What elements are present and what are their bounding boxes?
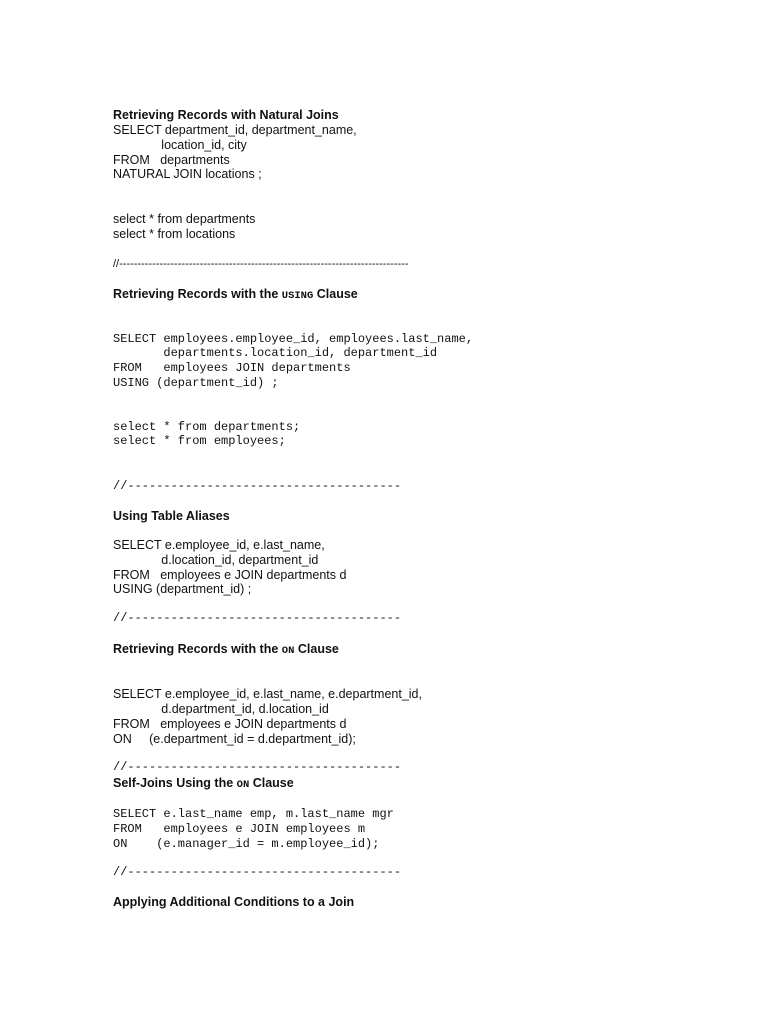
code-line: SELECT employees.employee_id, employees.last_name, — [113, 332, 474, 346]
code-line: FROM employees e JOIN employees m — [113, 822, 366, 836]
code-line: USING (department_id) ; — [113, 376, 279, 390]
code-line: d.department_id, d.location_id — [137, 702, 329, 716]
heading-keyword: ON — [281, 645, 295, 657]
code-line: NATURAL JOIN locations ; — [113, 167, 262, 181]
heading-text: Clause — [294, 642, 339, 656]
code-line: select * from departments — [113, 212, 256, 226]
code-line: select * from departments; — [113, 420, 301, 434]
code-line: FROM departments — [113, 153, 230, 167]
heading-text: Retrieving Records with the — [113, 287, 282, 301]
heading-text: Self-Joins Using the — [113, 776, 237, 790]
heading-text: Retrieving Records with the — [113, 642, 282, 656]
heading-text: Clause — [313, 287, 358, 301]
section-heading-table-aliases: Using Table Aliases — [113, 509, 230, 523]
code-line: SELECT e.employee_id, e.last_name, e.department_id, — [113, 687, 422, 701]
code-line: FROM employees e JOIN departments d — [113, 717, 347, 731]
code-line: departments.location_id, department_id — [113, 346, 438, 360]
heading-keyword: ON — [236, 779, 250, 791]
divider-line: //-------------------------------------- — [113, 865, 402, 879]
section-heading-natural-joins: Retrieving Records with Natural Joins — [113, 108, 339, 122]
code-line: ON (e.department_id = d.department_id); — [113, 732, 356, 746]
code-line: FROM employees e JOIN departments d — [113, 568, 347, 582]
code-line: SELECT e.employee_id, e.last_name, — [113, 538, 325, 552]
code-line: select * from locations — [113, 227, 236, 241]
code-line: USING (department_id) ; — [113, 582, 252, 596]
code-line: ON (e.manager_id = m.employee_id); — [113, 837, 380, 851]
divider-line: //-------------------------------------- — [113, 479, 402, 493]
code-line: SELECT e.last_name emp, m.last_name mgr — [113, 807, 394, 821]
section-heading-on-clause — [113, 642, 339, 659]
code-line: location_id, city — [137, 138, 247, 152]
divider-line: //------------------------------------------------------------------------------- — [113, 258, 409, 270]
section-heading-self-joins — [113, 776, 294, 793]
divider-line: //-------------------------------------- — [113, 760, 402, 774]
code-line: d.location_id, department_id — [137, 553, 319, 567]
divider-line: //-------------------------------------- — [113, 611, 402, 625]
code-line: FROM employees JOIN departments — [113, 361, 351, 375]
heading-keyword: USING — [281, 290, 314, 302]
section-heading-additional-conditions: Applying Additional Conditions to a Join — [113, 895, 355, 909]
code-line: SELECT department_id, department_name, — [113, 123, 357, 137]
section-heading-using-clause — [113, 287, 358, 304]
heading-text: Clause — [249, 776, 294, 790]
code-line: select * from employees; — [113, 434, 286, 448]
